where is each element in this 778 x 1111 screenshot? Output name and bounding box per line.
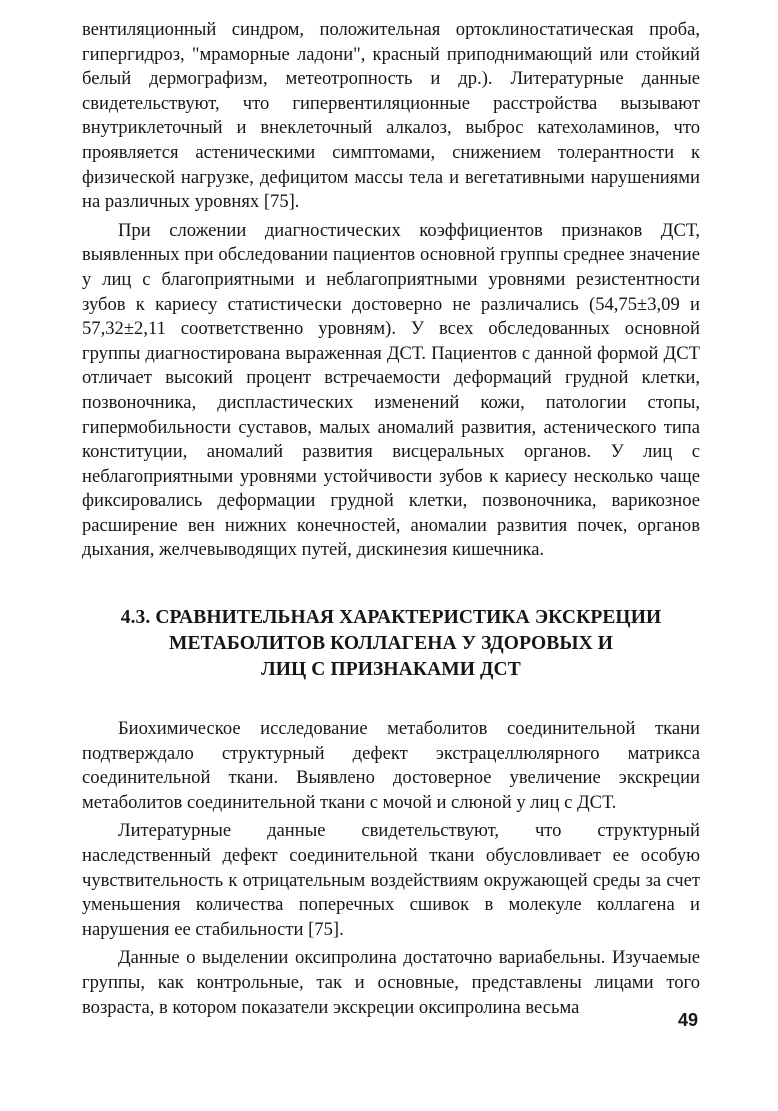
page-number: 49 (678, 1010, 699, 1030)
section-heading-line: ЛИЦ С ПРИЗНАКАМИ ДСТ (261, 659, 521, 681)
body-paragraph: При сложении диагностических коэффициентов признаков ДСТ, выявленных при обследовании пациентов основной группы среднее значение у лиц с благоприятными и неблагоприятными уровнями резистентности зубов к кариесу статистически достоверно не различались (54,75±3,09 и 57,32±2,11 соответственно уровням). У всех обследованных основной группы диагностирована выраженная ДСТ. Пациентов с данной формой ДСТ отличает высокий процент встречаемости деформаций грудной клетки, позвоночника, диспластических изменений кожи, патологии стопы, гипермобильности суставов, малых аномалий развития, астенического типа конституции, аномалий развития висцеральных органов. У лиц с неблагоприятными уровнями устойчивости зубов к кариесу несколько чаще фиксировались деформации грудной клетки, позвоночника, варикозное расширение вен нижних конечностей, аномалии развития почек, органов дыхания, желчевыводящих путей, дискинезия кишечника. (82, 219, 700, 561)
body-paragraph: Литературные данные свидетельствуют, что структурный наследственный дефект соединительной ткани обусловливает ее особую чувствительность к отрицательным воздействиям окружающей среды за счет уменьшения количества поперечных сшивок в молекуле коллагена и нарушения ее стабильности [75]. (82, 820, 700, 940)
section-heading (82, 605, 700, 683)
body-paragraph: вентиляционный синдром, положительная ортоклиностатическая проба, гипергидроз, "мраморные ладони", красный приподнимающий или стойкий белый дермографизм, метеотропность и др.). Литературные данные свидетельствуют, что гипервентиляционные расстройства вызывают внутриклеточный и внеклеточный алкалоз, выброс катехоламинов, что проявляется астеническими симптомами, снижением толерантности к физической нагрузке, дефицитом массы тела и вегетативными нарушениями на различных уровнях [75]. (82, 19, 700, 213)
section-heading-line: 4.3. СРАВНИТЕЛЬНАЯ ХАРАКТЕРИСТИКА ЭКСКРЕЦИИ (120, 607, 662, 629)
body-paragraph: Данные о выделении оксипролина достаточно вариабельны. Изучаемые группы, как контрольные, так и основные, представлены лицами того возраста, в котором показатели экскреции оксипролина весьма (82, 947, 700, 1018)
body-paragraph: Биохимическое исследование метаболитов соединительной ткани подтверждало структурный дефект экстрацеллюлярного матрикса соединительной ткани. Выявлено достоверное увеличение экскреции метаболитов соединительной ткани с мочой и слюной у лиц с ДСТ. (82, 718, 700, 813)
page-body (82, 18, 700, 1020)
section-heading-line: МЕТАБОЛИТОВ КОЛЛАГЕНА У ЗДОРОВЫХ И (168, 633, 614, 655)
